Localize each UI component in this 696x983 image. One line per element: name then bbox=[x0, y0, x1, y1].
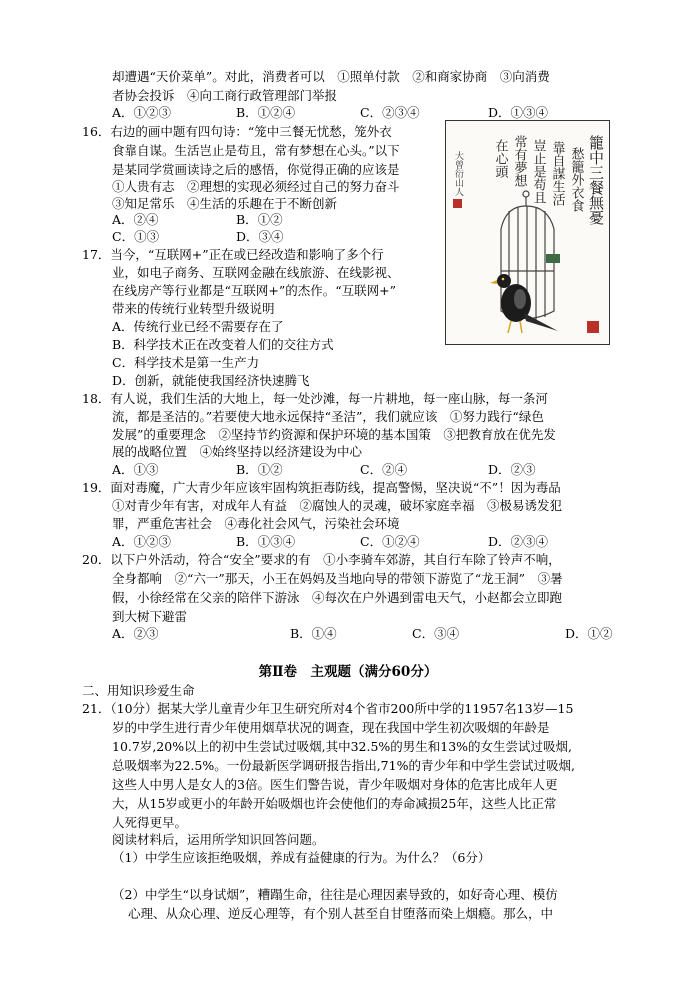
q21-sub-question-2-line-1: （2）中学生“以身试烟”，糟蹋生命，往往是心理因素导致的，如好奇心理、模仿 bbox=[112, 887, 558, 902]
painter-signature: 大曾衍山人 bbox=[453, 151, 463, 196]
q19-option-d: D．②③④ bbox=[488, 534, 549, 549]
ink-painting-birdcage bbox=[445, 120, 610, 345]
q17-text-line-3: 在线房产等行业都是“互联网+”的杰作。“互联网+” bbox=[112, 283, 397, 298]
q18-option-d: D．②③ bbox=[488, 462, 536, 477]
q20-option-b: B．①④ bbox=[290, 626, 337, 641]
q17-option-c: C．科学技术是第一生产力 bbox=[112, 355, 260, 370]
q17-text-line-2: 业，如电子商务、互联网金融在线旅游、在线影视、 bbox=[112, 265, 400, 280]
q17-option-b: B．科学技术正在改变着人们的交往方式 bbox=[112, 337, 334, 352]
q17-text-line-4: 带来的传统行业转型升级说明 bbox=[112, 301, 275, 316]
poem-column-1: 籠中三餐無憂 bbox=[587, 135, 605, 225]
q20-option-a: A．②③ bbox=[112, 626, 159, 641]
q18-text-line-3: 发展”的重要理念 ②坚持节约资源和保护环境的基本国策 ③把教育放在优先发 bbox=[112, 427, 556, 442]
q20-text-line-3: 假，小徐经常在父亲的陪伴下游泳 ④每次在户外遇到雷电天气，小赵都会立即跑 bbox=[112, 590, 563, 605]
poem-column-2: 愁籠外衣食 bbox=[568, 147, 584, 212]
q15-text-line-1: 却遭遇“天价菜单”。对此，消费者可以 ①照单付款 ②和商家协商 ③向消费 bbox=[112, 69, 550, 84]
q16-option-a: A．②④ bbox=[112, 212, 159, 227]
part-heading: 二、用知识珍爱生命 bbox=[82, 683, 195, 698]
q20-option-d: D．①② bbox=[565, 626, 613, 641]
q18-text-line-2: 流，都是圣洁的。”若要使大地永远保持“圣洁”，我们就应该 ①努力践行“绿色 bbox=[112, 409, 544, 424]
q19-option-c: C．①②④ bbox=[360, 534, 420, 549]
q21-text-line-4: 总吸烟率为22.5%。一份最新医学调研报告指出,71%的青少年和中学生尝试过吸烟, bbox=[112, 758, 575, 773]
q15-option-b: B．①②④ bbox=[236, 105, 296, 120]
q16-option-b: B．①② bbox=[236, 212, 283, 227]
q15-option-d: D．①③④ bbox=[488, 105, 549, 120]
q16-option-c: C．①③ bbox=[112, 229, 160, 244]
poem-column-3: 靠自謀生活 bbox=[549, 141, 565, 206]
q20-text-line-4: 到大树下避雷 bbox=[112, 609, 188, 624]
q19-option-b: B．①③④ bbox=[236, 534, 296, 549]
q21-text-line-7: 人死得更早。 bbox=[112, 815, 188, 830]
q21-text-line-2: 岁的中学生进行青少年使用烟草状况的调查，现在我国中学生初次吸烟的年龄是 bbox=[112, 720, 550, 735]
q16-text-line-3: 是某同学赏画读诗之后的感悟，你觉得正确的应该是 bbox=[112, 162, 400, 177]
q17-text-line-1: 17．当今，“互联网+”正在或已经改造和影响了多个行 bbox=[82, 247, 384, 262]
q18-option-c: C．②④ bbox=[360, 462, 408, 477]
q21-text-line-3: 10.7岁,20%以上的初中生尝试过吸烟,其中32.5%的男生和13%的女生尝试过吸烟, bbox=[112, 739, 573, 754]
q21-sub-question-1: （1）中学生应该拒绝吸烟，养成有益健康的行为。为什么？（6分） bbox=[112, 850, 491, 865]
poem-column-5: 常有夢想 bbox=[511, 135, 527, 187]
q15-option-c: C．②③④ bbox=[360, 105, 420, 120]
q18-option-b: B．①② bbox=[236, 462, 283, 477]
q21-text-line-1: 21．（10分）据某大学儿童青少年卫生研究所对4个省市200所中学的11957名13岁—15 bbox=[82, 701, 574, 716]
q18-text-line-1: 18．有人说，我们生活的大地上，每一处沙滩，每一片耕地，每一座山脉，每一条河 bbox=[82, 391, 548, 406]
q18-text-line-4: 展的战略位置 ④始终坚持以经济建设为中心 bbox=[112, 444, 363, 459]
q19-text-line-1: 19．面对毒魔，广大青少年应该牢固构筑拒毒防线，提高警惕，坚决说“不”！因为毒品 bbox=[82, 480, 561, 495]
q21-instruction: 阅读材料后，运用所学知识回答问题。 bbox=[112, 832, 325, 847]
section-title: 第Ⅱ卷 主观题（满分60分） bbox=[258, 664, 438, 680]
q16-statement-2: ③知足常乐 ④生活的乐趣在于不断创新 bbox=[112, 196, 338, 211]
poem-column-6: 在心頭 bbox=[492, 139, 508, 178]
q21-text-line-5: 这些人中男人是女人的3倍。医生们警告说，青少年吸烟对身体的危害比成年人更 bbox=[112, 777, 558, 792]
q16-text-line-2: 食靠自谋。生活岂止是苟且，常有梦想在心头。”以下 bbox=[112, 143, 400, 158]
q16-text-line-1: 16．右边的画中题有四句诗：“笼中三餐无忧愁，笼外衣 bbox=[82, 124, 392, 139]
feeder-icon bbox=[546, 254, 560, 263]
q19-text-line-2: ①对青少年有害，对成年人有益 ②腐蚀人的灵魂，破坏家庭幸福 ③极易诱发犯 bbox=[112, 498, 563, 513]
q21-sub-question-2-line-2: 心理、从众心理、逆反心理等，有个别人甚至自甘堕落而染上烟瘾。那么，中 bbox=[128, 906, 554, 921]
seal-stamp-bottom-icon bbox=[587, 321, 599, 333]
myna-bird-icon bbox=[490, 274, 558, 333]
q21-text-line-6: 大，从15岁或更小的年龄开始吸烟也许会使他们的寿命减损25年，这些人比正常 bbox=[112, 796, 557, 811]
seal-stamp-icon bbox=[453, 199, 462, 208]
q18-option-a: A．①③ bbox=[112, 462, 159, 477]
painting-artwork bbox=[446, 121, 609, 344]
q17-option-a: A．传统行业已经不需要存在了 bbox=[112, 319, 284, 334]
q20-option-c: C．③④ bbox=[412, 626, 460, 641]
q20-text-line-2: 全身都响 ②“六一”那天，小王在妈妈及当地向导的带领下游览了“龙王洞” ③暑 bbox=[112, 571, 563, 586]
q19-option-a: A．①②③ bbox=[112, 534, 172, 549]
q15-text-line-2: 者协会投诉 ④向工商行政管理部门举报 bbox=[112, 88, 338, 103]
q16-statement-1: ①人贵有志 ②理想的实现必须经过自己的努力奋斗 bbox=[112, 179, 400, 194]
q17-option-d: D．创新，就能使我国经济快速腾飞 bbox=[112, 373, 310, 388]
q19-text-line-3: 罪，严重危害社会 ④毒化社会风气，污染社会环境 bbox=[112, 516, 400, 531]
q16-option-d: D．③④ bbox=[236, 229, 284, 244]
q20-text-line-1: 20．以下户外活动，符合“安全”要求的有 ①小李骑车郊游，其自行车除了铃声不响， bbox=[82, 552, 561, 567]
poem-column-4: 豈止是苟且 bbox=[530, 139, 546, 204]
q15-option-a: A．①②③ bbox=[112, 105, 172, 120]
